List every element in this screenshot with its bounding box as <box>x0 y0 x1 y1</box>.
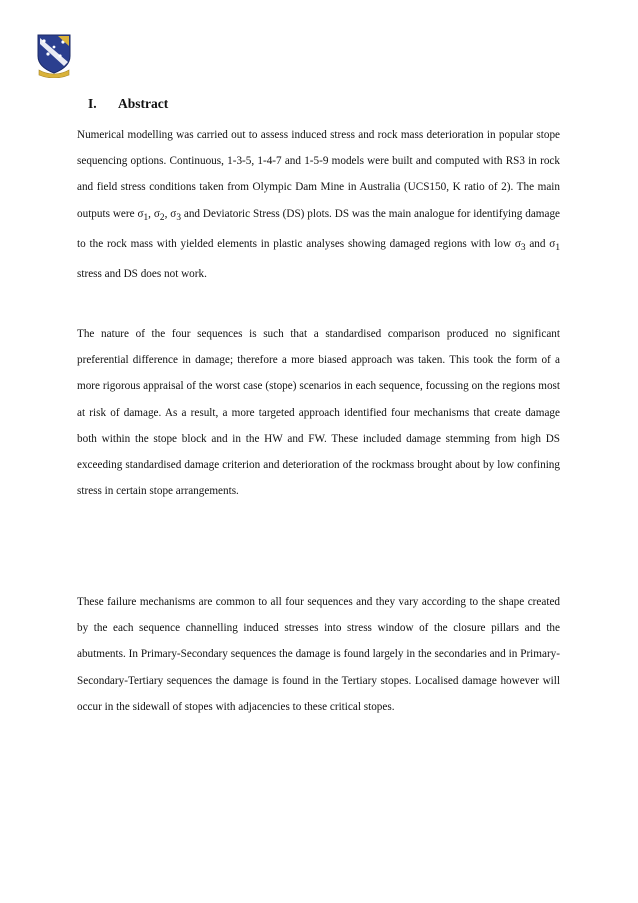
abstract-paragraph-3: These failure mechanisms are common to all four sequences and they vary according to the shape created by the each sequence channelling induced stresses into stress window of the closure pillars and the abutments. In Primary-Secondary sequences the damage is found largely in the secondaries and in Primary-Secondary-Tertiary sequences the damage is found in the Tertiary stopes. Localised damage however will occur in the sidewall of stopes with adjacencies to these critical stopes. <box>77 596 560 713</box>
section-title: Abstract <box>118 96 169 111</box>
section-heading <box>88 96 168 112</box>
abstract-paragraph-1: Numerical modelling was carried out to assess induced stress and rock mass deterioration in popular stope sequencing options. Continuous, 1-3-5, 1-4-7 and 1-5-9 models were built and computed with RS3 in rock and field stress conditions taken from Olympic Dam Mine in Australia (UCS150, K ratio of 2). The main outputs were $\sigma_1$, $\sigma_2$, $\sigma_3$ and Deviatoric Stress (DS) plots. DS was the main analogue for identifying damage to the rock mass with yielded elements in plastic analyses showing damaged regions with low $\sigma_3$ and $\sigma_1$ stress and DS does not work. <box>77 129 561 281</box>
section-number: I. <box>88 96 97 111</box>
abstract-paragraph-2: The nature of the four sequences is such that a standardised comparison produced no significant preferential difference in damage; therefore a more biased approach was taken. This took the form of a more rigorous appraisal of the worst case (stope) scenarios in each sequence, focussing on the regions most at risk of damage. As a result, a more targeted approach identified four mechanisms that create damage both within the stope block and in the HW and FW. These included damage stemming from high DS exceeding standardised damage criterion and deterioration of the rockmass brought about by low confining stress in certain stope arrangements. <box>77 328 560 498</box>
university-crest-icon <box>36 32 72 78</box>
